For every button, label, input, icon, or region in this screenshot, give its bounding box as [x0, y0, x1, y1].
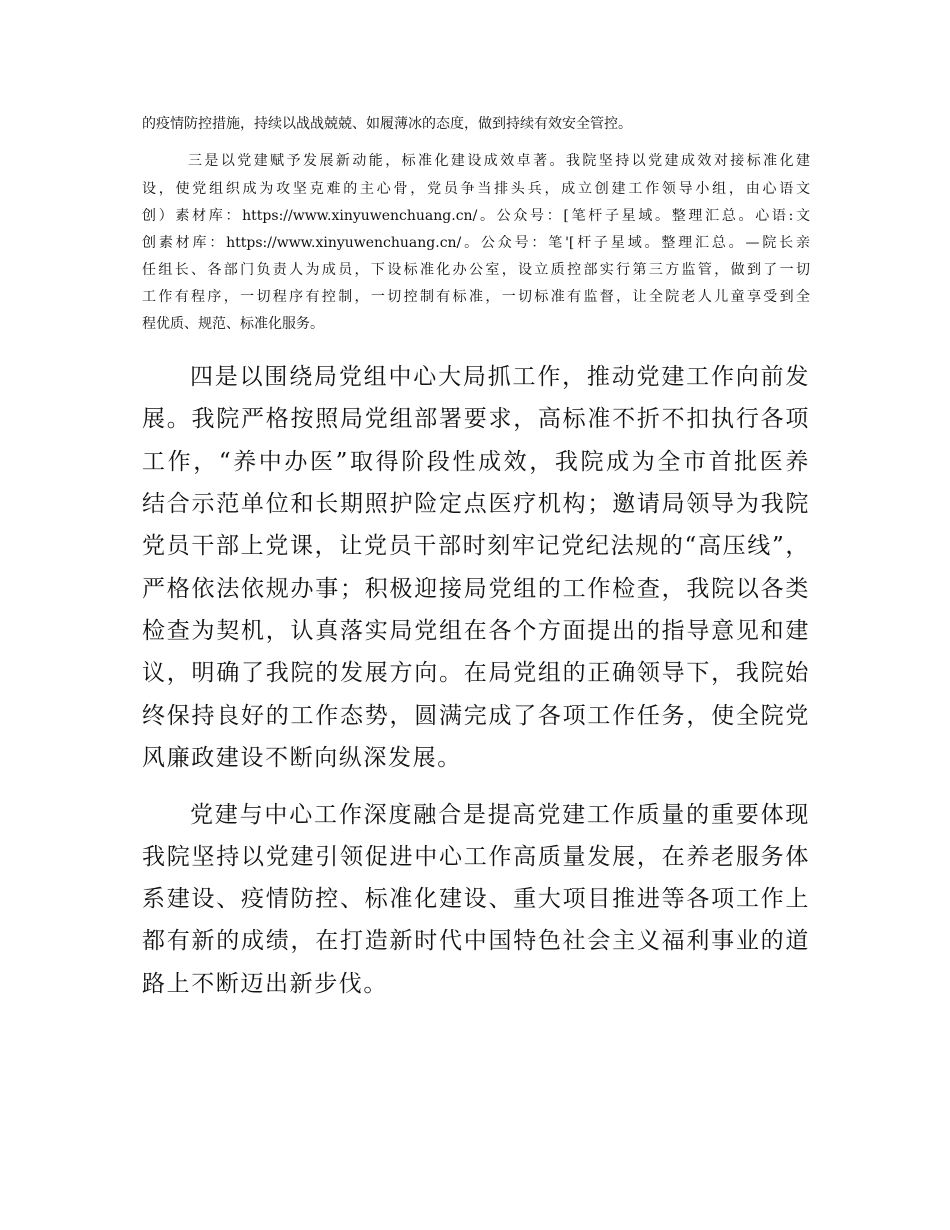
text-line: 结合示范单位和长期照护险定点医疗机构；邀请局领导为我院 — [142, 491, 810, 517]
text-line: 党建与中心工作深度融合是提高党建工作质量的重要体现 — [190, 802, 810, 828]
text-line: 我院坚持以党建引领促进中心工作高质量发展，在养老服务体 — [142, 844, 810, 870]
text-line: 检查为契机，认真落实局党组在各个方面提出的指导意见和建 — [142, 618, 810, 644]
text-line: 任组长、各部门负责人为成员，下设标准化办公室，设立质控部实行第三方监管，做到了一切 — [142, 262, 810, 278]
text-line: 终保持良好的工作态势，圆满完成了各项工作任务，使全院党 — [142, 703, 810, 729]
text-line: 严格依法依规办事；积极迎接局党组的工作检查，我院以各类 — [142, 576, 810, 602]
text-line: 设，使党组织成为攻坚克难的主心骨，党员争当排头兵，成立创建工作领导小组，由心语文 — [142, 181, 810, 197]
text-line: 的疫情防控措施，持续以战战兢兢、如履薄冰的态度，做到持续有效安全管控。 — [142, 116, 632, 132]
text-line: 四是以围绕局党组中心大局抓工作，推动党建工作向前发 — [190, 364, 810, 390]
text-line: 创）素材库：https://www.xinyuwenchuang.cn/。公众号：[笔杆子星域。整理汇总。心语:文 — [142, 208, 810, 224]
text-line: 创素材库：https://www.xinyuwenchuang.cn/。公众号：笔'[杆子星域。整理汇总。—院长亲 — [142, 235, 810, 251]
text-line: 议，明确了我院的发展方向。在局党组的正确领导下，我院始 — [142, 660, 810, 686]
text-line: 路上不断迈出新步伐。 — [142, 971, 388, 997]
text-line: 风廉政建设不断向纵深发展。 — [142, 745, 462, 771]
text-line: 系建设、疫情防控、标准化建设、重大项目推进等各项工作上 — [142, 886, 810, 912]
text-line: 程优质、规范、标准化服务。 — [142, 316, 324, 332]
text-line: 党员干部上党课，让党员干部时刻牢记党纪法规的“高压线”， — [142, 533, 810, 559]
text-line: 展。我院严格按照局党组部署要求，高标准不折不扣执行各项 — [142, 406, 810, 432]
text-line: 工作，“养中办医”取得阶段性成效，我院成为全市首批医养 — [142, 449, 810, 475]
text-line: 都有新的成绩，在打造新时代中国特色社会主义福利事业的道 — [142, 928, 810, 954]
text-line: 工作有程序，一切程序有控制，一切控制有标准，一切标准有监督，让全院老人儿童享受到全 — [142, 289, 810, 305]
text-line: 三是以党建赋予发展新动能，标准化建设成效卓著。我院坚持以党建成效对接标准化建 — [188, 153, 810, 169]
